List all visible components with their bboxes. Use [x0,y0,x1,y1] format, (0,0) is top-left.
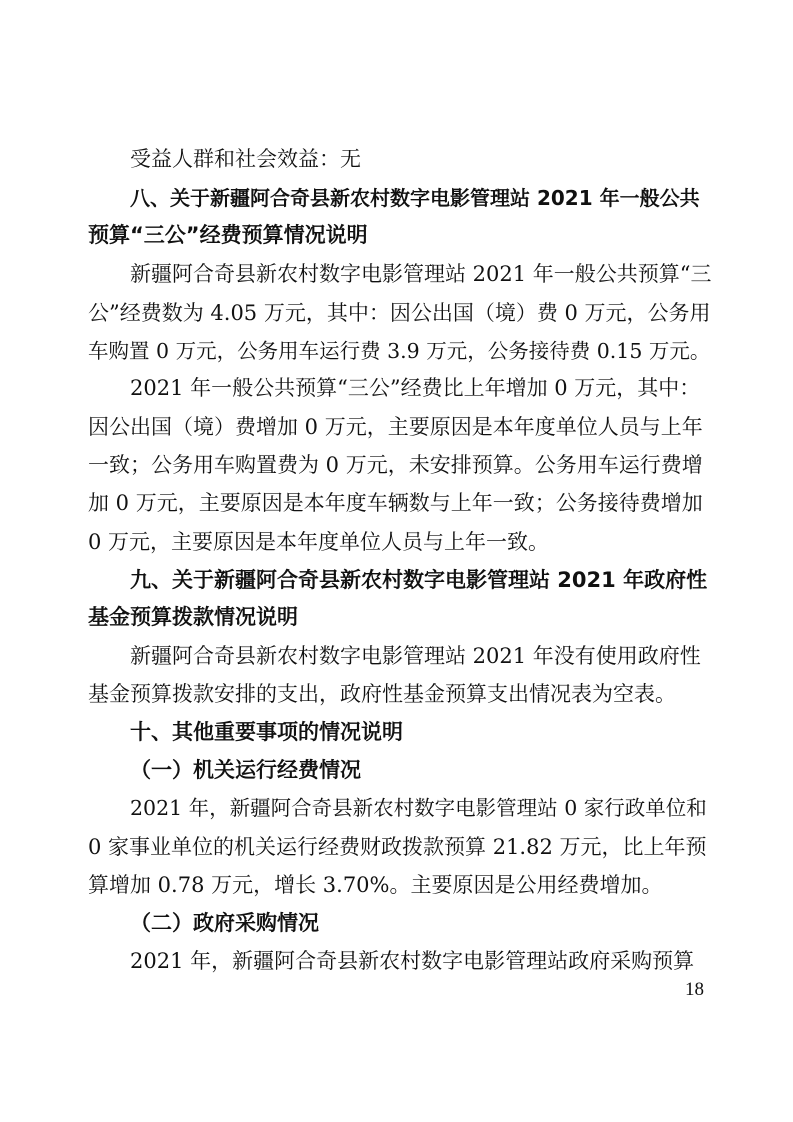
paragraph-line: 新疆阿合奇县新农村数字电影管理站 2021 年没有使用政府性 [130,644,701,668]
paragraph-line: 因公出国（境）费增加 0 万元，主要原因是本年度单位人员与上年 [88,415,703,439]
paragraph-line: 2021 年一般公共预算“三公”经费比上年增加 0 万元，其中： [130,376,701,400]
section-heading-line: 九、关于新疆阿合奇县新农村数字电影管理站 2021 年政府性 [130,568,708,592]
section-heading-line: 十、其他重要事项的情况说明 [130,720,403,744]
paragraph-line: 一致；公务用车购置费为 0 万元，未安排预算。公务用车运行费增 [88,453,703,477]
paragraph-line: 0 家事业单位的机关运行经费财政拨款预算 21.82 万元，比上年预 [88,835,707,859]
paragraph-line: 基金预算拨款安排的支出，政府性基金预算支出情况表为空表。 [88,682,676,706]
paragraph-line: 2021 年，新疆阿合奇县新农村数字电影管理站政府采购预算 [130,949,695,973]
paragraph-line: 公”经费数为 4.05 万元，其中：因公出国（境）费 0 万元，公务用 [88,301,711,325]
paragraph-line: 加 0 万元，主要原因是本年度车辆数与上年一致；公务接待费增加 [88,491,703,515]
paragraph-line: 新疆阿合奇县新农村数字电影管理站 2021 年一般公共预算“三 [130,262,712,286]
section-heading-line: 预算“三公”经费预算情况说明 [88,223,368,247]
paragraph-line: 0 万元，主要原因是本年度单位人员与上年一致。 [88,530,550,554]
paragraph-line: 算增加 0.78 万元，增长 3.70%。主要原因是公用经费增加。 [88,873,663,897]
subsection-heading-line: （二）政府采购情况 [130,910,319,935]
subsection-heading-line: （一）机关运行经费情况 [130,757,361,782]
paragraph-line: 2021 年，新疆阿合奇县新农村数字电影管理站 0 家行政单位和 [130,796,707,820]
paragraph-line: 受益人群和社会效益：无 [130,147,361,171]
page-number: 18 [685,979,704,1000]
section-heading-line: 八、关于新疆阿合奇县新农村数字电影管理站 2021 年一般公共 [130,186,700,210]
paragraph-line: 车购置 0 万元，公务用车运行费 3.9 万元，公务接待费 0.15 万元。 [88,339,711,363]
section-heading-line: 基金预算拨款情况说明 [88,605,298,629]
